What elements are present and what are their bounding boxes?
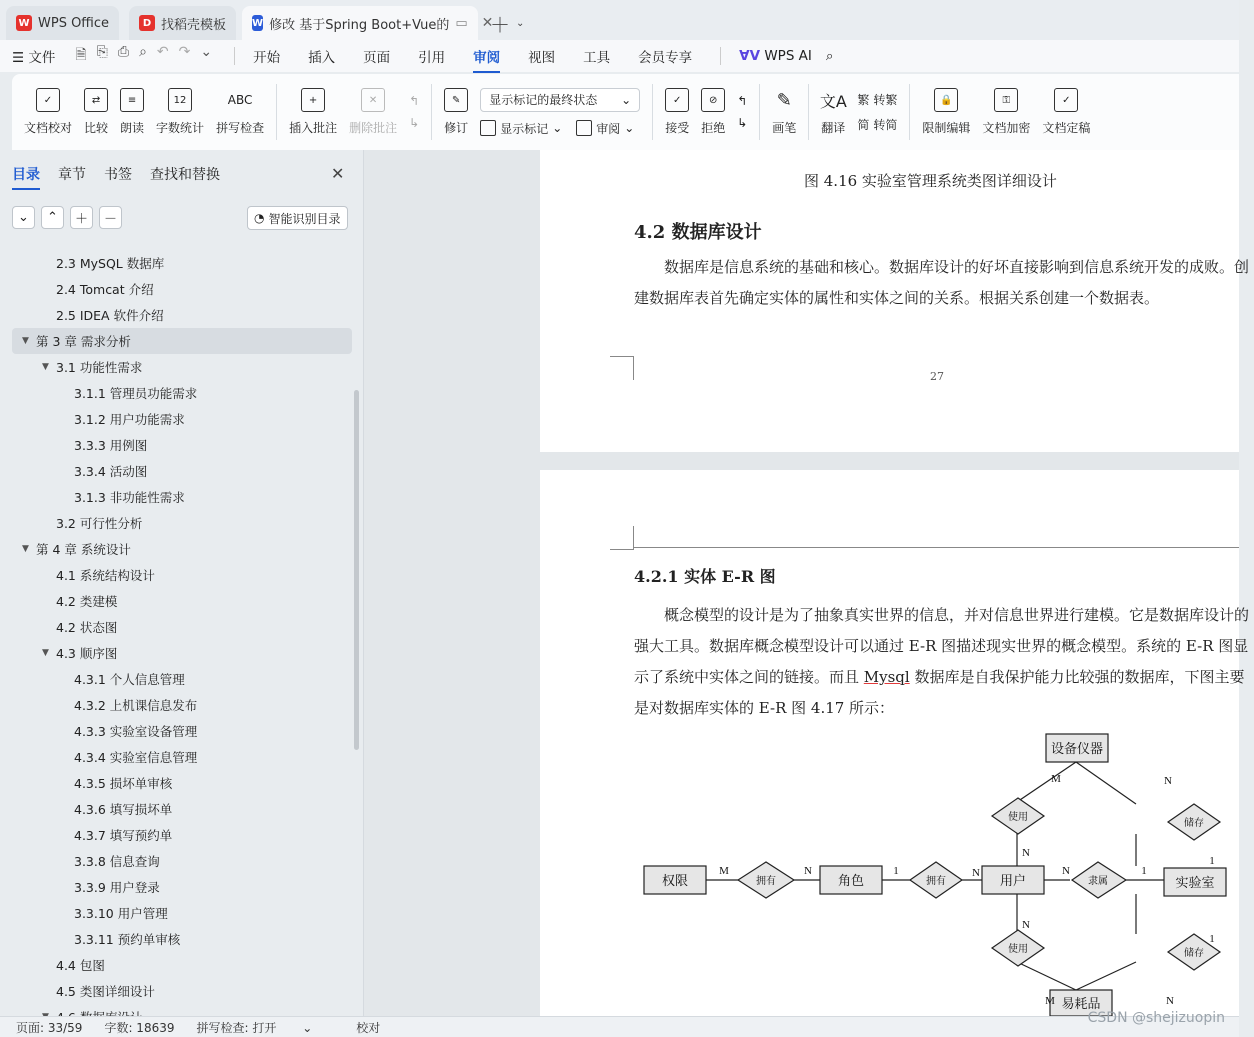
er-cardinality: N [804, 865, 812, 877]
toc-item[interactable] [12, 432, 352, 458]
markup-state-value: 显示标记的最终状态 [489, 93, 598, 107]
menu-member[interactable]: 会员专享 [638, 50, 693, 66]
spell-check-button[interactable] [210, 77, 270, 147]
page-corner-mark [610, 356, 634, 380]
caret-down-icon[interactable]: ▼ [42, 362, 49, 372]
comment-add-icon: + [301, 88, 325, 112]
er-label: 使用 [1008, 812, 1028, 823]
divider [276, 84, 277, 140]
er-cardinality: M [1045, 995, 1055, 1007]
er-cardinality: N [972, 867, 980, 879]
restrict-edit-label: 限制编辑 [922, 121, 971, 135]
toc-item[interactable] [12, 380, 352, 406]
toc-item-label: 4.3.5 损坏单审核 [74, 776, 173, 791]
er-cardinality: N [1062, 865, 1070, 877]
new-tab-button[interactable]: ＋ ⌄ [490, 12, 525, 37]
markup-state-dropdown[interactable] [480, 88, 640, 112]
toc-item[interactable] [12, 744, 352, 770]
document-page [540, 470, 1250, 1016]
compare-button[interactable] [78, 77, 114, 147]
add-heading-button[interactable]: ＋ [70, 206, 93, 229]
divider [759, 84, 760, 140]
redo-icon[interactable]: ↷ [178, 44, 191, 60]
share-icon[interactable]: ⎘ [96, 44, 108, 60]
markup-group [474, 88, 646, 137]
read-aloud-button[interactable] [114, 77, 150, 147]
toc-item[interactable] [12, 302, 352, 328]
toc-item[interactable] [12, 692, 352, 718]
file-menu[interactable]: ☰ 文件 [12, 50, 56, 66]
document-page [540, 150, 1250, 452]
tab-chapters[interactable]: 章节 [58, 167, 86, 183]
chevron-down-icon[interactable]: ⌄ [516, 17, 525, 29]
er-cardinality: N [1166, 995, 1174, 1007]
toc-item[interactable] [12, 718, 352, 744]
toc-item-label: 第 3 章 需求分析 [36, 334, 131, 349]
watermark: CSDN @shejizuopin [1087, 1010, 1225, 1026]
toc-item[interactable] [12, 614, 352, 640]
show-markup-icon [480, 120, 496, 136]
translate-button[interactable] [815, 77, 851, 147]
toc-item-label: 4.3.7 填写预约单 [74, 828, 173, 843]
encrypt-label: 文档加密 [982, 121, 1031, 135]
expand-down-button[interactable]: ⌄ [12, 206, 35, 229]
undo-icon[interactable]: ↶ [156, 44, 169, 60]
toc-item[interactable] [12, 510, 352, 536]
er-label: 拥有 [756, 876, 776, 887]
nav-tabs [12, 164, 220, 190]
comment-delete-icon: ✕ [361, 88, 385, 112]
simplified-icon: 简 [857, 118, 870, 132]
menu-bar [0, 40, 1239, 72]
revise-label: 修订 [444, 121, 469, 135]
ink-label: 画笔 [772, 121, 797, 135]
tab-docer[interactable] [129, 6, 236, 40]
er-diagram [636, 728, 1246, 1018]
toc-item[interactable] [12, 796, 352, 822]
monitor-icon: ▭ [455, 15, 468, 31]
divider [720, 47, 721, 65]
delete-comment-label: 删除批注 [349, 121, 398, 135]
section-heading: 4.2 数据库设计 [634, 222, 762, 243]
tab-bookmarks[interactable]: 书签 [104, 167, 132, 183]
toc-item[interactable] [12, 900, 352, 926]
toc-item-label: 3.1 功能性需求 [56, 360, 143, 375]
er-label: 易耗品 [1061, 996, 1101, 1011]
accept-icon: ✓ [665, 88, 689, 112]
toc-item[interactable] [12, 276, 352, 302]
toc-item-label: 3.3.9 用户登录 [74, 880, 160, 895]
status-bar [0, 1016, 1239, 1037]
restrict-edit-button[interactable] [916, 77, 976, 147]
paragraph-text: 数据库是自我保护能力比较强的数据库，下图主要是对数据库实体的 E-R 图 4.17 所示： [634, 668, 1245, 717]
er-cardinality: N [1164, 775, 1172, 787]
print-icon[interactable]: ⎙ [117, 44, 130, 60]
review-ribbon [12, 74, 1239, 150]
menu-page[interactable]: 页面 [363, 50, 391, 66]
toc-item[interactable] [12, 822, 352, 848]
toc-item-label: 3.1.2 用户功能需求 [74, 412, 185, 427]
er-label: 用户 [999, 873, 1027, 888]
finalize-button[interactable] [1036, 77, 1096, 147]
er-label: 使用 [1008, 944, 1028, 955]
wps-ai-button[interactable] [739, 48, 812, 64]
toc-item[interactable] [12, 588, 352, 614]
toc-item-label: 3.1.3 非功能性需求 [74, 490, 185, 505]
previous-change-icon[interactable]: ↰ [737, 94, 748, 108]
toc-item-label: 4.3.2 上机课信息发布 [74, 698, 198, 713]
toc-item-label: 3.2 可行性分析 [56, 516, 143, 531]
menu-insert[interactable]: 插入 [308, 50, 336, 66]
doc-check-icon: ✓ [36, 88, 60, 112]
to-traditional-button[interactable] [857, 91, 897, 108]
finalize-label: 文档定稿 [1042, 121, 1091, 135]
doc-check-button[interactable] [18, 77, 78, 147]
spell-check-icon: ABC [227, 93, 253, 107]
word-doc-icon: W [252, 15, 263, 31]
divider [652, 84, 653, 140]
toc-item[interactable] [12, 978, 352, 1004]
wps-ai-label: WPS AI [764, 48, 812, 64]
menu-view[interactable]: 视图 [528, 50, 556, 66]
caret-down-icon[interactable]: ▼ [22, 336, 29, 346]
show-markup-button[interactable]: 显示标记 ⌄ [480, 120, 562, 137]
page-number: 27 [930, 370, 944, 383]
toc-item-label: 4.3.6 填写损坏单 [74, 802, 173, 817]
print-preview-icon[interactable]: ⌕ [139, 44, 147, 60]
to-traditional-label: 转繁 [873, 93, 898, 107]
toc-item[interactable] [12, 926, 352, 952]
toc-item-label: 4.3.1 个人信息管理 [74, 672, 185, 687]
toc-item[interactable] [12, 406, 352, 432]
review-pane-button[interactable]: 审阅 ⌄ [576, 120, 634, 137]
to-simplified-button[interactable] [857, 116, 897, 133]
toc-item-label: 3.3.8 信息查询 [74, 854, 160, 869]
er-label: 设备仪器 [1050, 741, 1104, 756]
toc-item-label: 4.2 状态图 [56, 620, 118, 635]
toc-item-label: 3.1.1 管理员功能需求 [74, 386, 198, 401]
toc-item[interactable] [12, 640, 352, 666]
translate-icon: 文A [819, 91, 847, 111]
section-paragraph: 数据库是信息系统的基础和核心。数据库设计的好坏直接影响到信息系统开发的成败。创建数据库表首先确定实体的属性和实体之间的关系。根据关系创建一个数据表。 [634, 258, 1250, 307]
delete-comment-button[interactable] [343, 77, 403, 147]
toc-item[interactable] [12, 354, 352, 380]
track-changes-icon: ✎ [444, 88, 468, 112]
menu-home[interactable]: 开始 [253, 50, 281, 66]
traditional-icon: 繁 [857, 93, 870, 107]
reject-button[interactable] [695, 77, 731, 147]
review-pane-label: 审阅 [596, 121, 621, 136]
smart-toc-button[interactable] [247, 206, 348, 230]
reject-icon: ⊘ [701, 88, 725, 112]
doc-check-label: 文档校对 [24, 121, 73, 135]
revise-button[interactable] [438, 77, 474, 147]
encrypt-button[interactable] [976, 77, 1036, 147]
reject-label: 拒绝 [701, 121, 726, 135]
spell-check-label: 拼写检查 [216, 121, 265, 135]
er-cardinality: M [1051, 773, 1061, 785]
finalize-doc-icon: ✓ [1054, 88, 1078, 112]
er-label: 拥有 [926, 876, 946, 887]
insert-comment-label: 插入批注 [289, 121, 338, 135]
proofread-indicator[interactable]: 校对 [356, 1020, 381, 1035]
toc-item-label: 4.2 类建模 [56, 594, 118, 609]
tab-label: 找稻壳模板 [161, 17, 227, 33]
key-doc-icon: ⚿ [994, 88, 1018, 112]
toc-item-label: 3.3.10 用户管理 [74, 906, 168, 921]
er-label: 储存 [1184, 948, 1204, 959]
accept-button[interactable] [659, 77, 695, 147]
compare-icon: ⇄ [84, 88, 108, 112]
chevron-down-icon: ⌄ [302, 1020, 313, 1035]
show-markup-label: 显示标记 [500, 121, 549, 136]
remove-heading-button[interactable]: － [99, 206, 122, 229]
collapse-up-button[interactable]: ⌃ [41, 206, 64, 229]
tab-toc[interactable]: 目录 [12, 164, 40, 190]
er-cardinality: 1 [1141, 865, 1147, 877]
to-simplified-label: 转简 [873, 118, 898, 132]
tab-document[interactable] [242, 6, 494, 40]
toc-toolbar [12, 206, 122, 229]
toc-item[interactable] [12, 562, 352, 588]
comment-nav-group [403, 94, 425, 130]
divider [234, 47, 235, 65]
wps-ai-icon: ⱯⅤ [739, 48, 761, 64]
divider [808, 84, 809, 140]
toc-item-label: 4.5 类图详细设计 [56, 984, 155, 999]
er-cardinality: N [1022, 919, 1030, 931]
er-label: 储存 [1184, 818, 1204, 829]
smart-icon: ◔ [254, 211, 265, 225]
pen-icon: ✎ [776, 89, 792, 111]
divider [909, 84, 910, 140]
spell-check-status: 拼写检查: 打开 [196, 1020, 277, 1035]
wps-logo-icon: W [16, 15, 32, 31]
previous-comment-icon[interactable]: ↰ [409, 94, 420, 108]
er-label: 角色 [837, 873, 865, 888]
tab-bar [0, 0, 1239, 40]
er-label: 隶属 [1088, 876, 1108, 887]
paragraph-text: 概念模型的设计是为了抽象真实世界的信息，并对信息世界进行建模。它是数据库设计的强大工具。数据库概念模型设计可以通过 E-R 图描述现实世界的概念模型。系统的 E-R 图显示了系统中实体之间的链接。而且 [634, 606, 1250, 686]
er-cardinality: 1 [1209, 855, 1215, 867]
word-count-label: 字数统计 [156, 121, 205, 135]
page-corner-mark [610, 526, 634, 550]
tab-label: 修改 基于Spring Boot+Vue的 [269, 17, 450, 33]
smart-toc-label: 智能识别目录 [268, 211, 341, 226]
toc-item[interactable] [12, 328, 352, 354]
subsection-paragraph [634, 600, 1254, 724]
caret-down-icon[interactable]: ▼ [42, 648, 49, 658]
tab-label: WPS Office [38, 15, 110, 31]
tab-wps-office[interactable] [6, 6, 119, 40]
accept-label: 接受 [665, 121, 690, 135]
toc-item[interactable] [12, 952, 352, 978]
er-cardinality: N [1022, 847, 1030, 859]
docer-icon: D [139, 15, 155, 31]
toc-item-label: 2.3 MySQL 数据库 [56, 256, 165, 271]
next-comment-icon[interactable]: ↳ [409, 116, 420, 130]
er-cardinality: M [719, 865, 729, 877]
file-menu-label: 文件 [28, 50, 56, 66]
save-icon[interactable]: 🗎 [75, 47, 87, 63]
toc-list [12, 250, 352, 1014]
word-count-button[interactable] [150, 77, 210, 147]
change-nav-group [731, 94, 753, 130]
quick-access-toolbar [75, 44, 212, 68]
translate-label: 翻译 [821, 121, 846, 135]
menu-tools[interactable]: 工具 [583, 50, 611, 66]
conversion-group [851, 91, 903, 133]
toc-item-label: 3.3.11 预约单审核 [74, 932, 181, 947]
toc-item-label: 3.3.3 用例图 [74, 438, 148, 453]
close-icon[interactable]: ✕ [331, 164, 345, 183]
toc-item[interactable] [12, 250, 352, 276]
toc-item[interactable] [12, 484, 352, 510]
read-aloud-label: 朗读 [120, 121, 145, 135]
chevron-down-icon: ⌄ [621, 92, 632, 107]
toc-item[interactable] [12, 536, 352, 562]
toc-item[interactable] [12, 874, 352, 900]
toc-item[interactable] [12, 458, 352, 484]
compare-label: 比较 [84, 121, 109, 135]
word-count-icon: 12 [168, 88, 192, 112]
er-cardinality: 1 [893, 865, 899, 877]
ink-button[interactable] [766, 77, 802, 147]
toc-item-label: 4.1 系统结构设计 [56, 568, 155, 583]
caret-down-icon[interactable]: ▼ [22, 544, 29, 554]
divider [431, 84, 432, 140]
search-icon[interactable]: ⌕ [825, 48, 834, 64]
page-indicator[interactable]: 页面: 33/59 [16, 1020, 83, 1035]
toc-item[interactable] [12, 770, 352, 796]
spell-flagged-word[interactable]: Mysql [863, 668, 910, 686]
toc-item-label: 第 4 章 系统设计 [36, 542, 131, 557]
toc-item-label: 4.3 顺序图 [56, 646, 118, 661]
review-pane-icon [576, 120, 592, 136]
figure-caption: 图 4.16 实验室管理系统类图详细设计 [804, 172, 1057, 190]
close-icon[interactable]: ✕ [481, 15, 494, 31]
toc-item-label: 2.5 IDEA 软件介绍 [56, 308, 164, 323]
toc-item-label: 3.3.4 活动图 [74, 464, 148, 479]
toc-item-label: 4.4 包图 [56, 958, 105, 973]
document-area [364, 150, 1250, 1016]
navigation-pane [0, 150, 364, 1016]
toc-item-label: 4.3.3 实验室设备管理 [74, 724, 198, 739]
toc-item[interactable] [12, 666, 352, 692]
lock-doc-icon: 🔒 [934, 88, 958, 112]
toc-item-label: 2.4 Tomcat 介绍 [56, 282, 154, 297]
header-rule [634, 547, 1239, 548]
read-aloud-icon: ≡ [120, 88, 144, 112]
subsection-heading: 4.2.1 实体 E-R 图 [634, 567, 776, 586]
chevron-down-icon[interactable]: ⌄ [200, 44, 213, 60]
er-label: 权限 [661, 873, 689, 888]
menu-references[interactable]: 引用 [418, 50, 446, 66]
menu-review[interactable]: 审阅 [473, 46, 500, 66]
word-count-indicator[interactable]: 字数: 18639 [104, 1020, 175, 1035]
next-change-icon[interactable]: ↳ [737, 116, 748, 130]
er-cardinality: 1 [1209, 933, 1215, 945]
nav-scrollbar[interactable] [354, 390, 359, 750]
er-label: 实验室 [1175, 875, 1215, 890]
toc-item[interactable] [12, 848, 352, 874]
insert-comment-button[interactable] [283, 77, 343, 147]
spell-check-indicator[interactable] [197, 1019, 335, 1036]
toc-item-label: 4.3.4 实验室信息管理 [74, 750, 198, 765]
tab-find-replace[interactable]: 查找和替换 [150, 167, 220, 183]
